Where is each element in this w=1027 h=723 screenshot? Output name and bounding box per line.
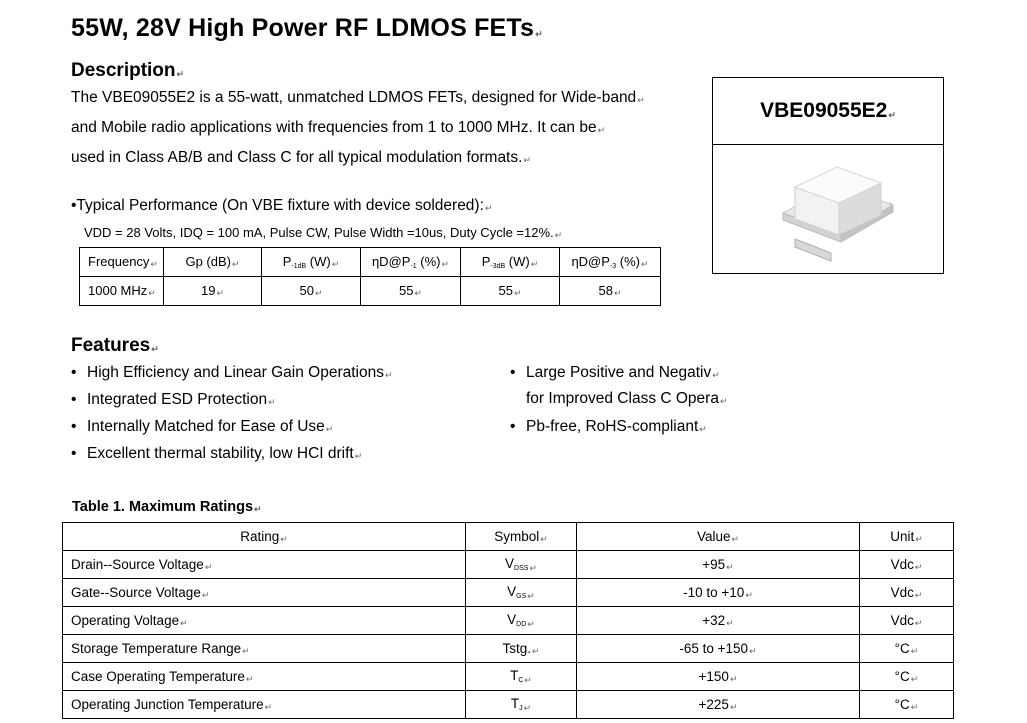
header-p3db: $P_{-3dB}$ (W) ↵ xyxy=(461,248,560,277)
cell-value: +225 ↵ xyxy=(577,691,860,719)
cell-value: -65 to +150 ↵ xyxy=(577,635,860,663)
feature-item-continued: for Improved Class C Opera ↵ xyxy=(526,390,728,408)
cell-unit: Vdc ↵ xyxy=(860,579,954,607)
header-frequency: Frequency ↵ xyxy=(80,248,164,277)
table-row xyxy=(63,663,954,691)
header-gp: Gp (dB) ↵ xyxy=(164,248,262,277)
table-row xyxy=(63,579,954,607)
cell-p1db: 50 ↵ xyxy=(262,277,361,306)
cell-rating: Operating Voltage ↵ xyxy=(63,607,466,635)
description-line: The VBE09055E2 is a 55-watt, unmatched LDMOS FETs, designed for Wide-band ↵ xyxy=(71,84,691,114)
table-row xyxy=(63,607,954,635)
cell-value: +32 ↵ xyxy=(577,607,860,635)
header-rating: Rating ↵ xyxy=(63,523,466,551)
header-symbol: Symbol ↵ xyxy=(466,523,577,551)
table-row xyxy=(63,635,954,663)
table-header-row xyxy=(80,248,661,277)
cell-unit: Vdc ↵ xyxy=(860,551,954,579)
table-row xyxy=(63,691,954,719)
cell-symbol: $V_{GS}$ ↵ xyxy=(466,579,577,607)
description-line: used in Class AB/B and Class C for all typical modulation formats. ↵ xyxy=(71,144,691,174)
max-ratings-table xyxy=(62,522,954,719)
cell-value: +95 ↵ xyxy=(577,551,860,579)
cell-rating: Storage Temperature Range ↵ xyxy=(63,635,466,663)
cell-symbol: Tstg. ↵ xyxy=(466,635,577,663)
cell-unit: °C ↵ xyxy=(860,635,954,663)
feature-item: • Integrated ESD Protection ↵ xyxy=(71,391,276,409)
description-text xyxy=(71,84,691,174)
table-row xyxy=(63,551,954,579)
cell-rating: Gate--Source Voltage ↵ xyxy=(63,579,466,607)
cell-gp: 19 ↵ xyxy=(164,277,262,306)
table-row xyxy=(80,277,661,306)
feature-item: • Large Positive and Negativ ↵ xyxy=(510,364,720,382)
table-header-row xyxy=(63,523,954,551)
header-unit: Unit ↵ xyxy=(860,523,954,551)
cell-value: +150 ↵ xyxy=(577,663,860,691)
max-ratings-heading: Table 1. Maximum Ratings ↵ xyxy=(72,499,262,515)
header-efficiency-p1: $\eta D@P_{-1}$ (%) ↵ xyxy=(361,248,461,277)
typical-performance-table xyxy=(79,247,661,306)
header-efficiency-p3: $\eta D@P_{-3}$ (%) ↵ xyxy=(560,248,661,277)
feature-item: • Excellent thermal stability, low HCI drift ↵ xyxy=(71,445,362,463)
cell-rating: Drain--Source Voltage ↵ xyxy=(63,551,466,579)
cell-value: -10 to +10 ↵ xyxy=(577,579,860,607)
description-line: and Mobile radio applications with frequencies from 1 to 1000 MHz. It can be ↵ xyxy=(71,114,691,144)
header-p1db: $P_{-1dB}$ (W) ↵ xyxy=(262,248,361,277)
cell-symbol: $T_J$ ↵ xyxy=(466,691,577,719)
part-number: VBE09055E2 ↵ xyxy=(713,78,943,145)
header-value: Value ↵ xyxy=(577,523,860,551)
feature-item: • Pb-free, RoHS-compliant ↵ xyxy=(510,418,707,436)
typical-conditions: VDD = 28 Volts, IDQ = 100 mA, Pulse CW, Pulse Width =10us, Duty Cycle =12%. ↵ xyxy=(84,225,562,241)
cell-rating: Operating Junction Temperature ↵ xyxy=(63,691,466,719)
cell-rating: Case Operating Temperature ↵ xyxy=(63,663,466,691)
page-title: 55W, 28V High Power RF LDMOS FETs ↵ xyxy=(71,14,543,43)
cell-symbol: $T_C$ ↵ xyxy=(466,663,577,691)
cell-efficiency-p3: 58 ↵ xyxy=(560,277,661,306)
package-image xyxy=(713,145,943,272)
description-heading: Description ↵ xyxy=(71,60,184,82)
cell-unit: Vdc ↵ xyxy=(860,607,954,635)
cell-p3db: 55 ↵ xyxy=(461,277,560,306)
cell-frequency: 1000 MHz ↵ xyxy=(80,277,164,306)
features-heading: Features ↵ xyxy=(71,335,159,357)
feature-item: • Internally Matched for Ease of Use ↵ xyxy=(71,418,333,436)
cell-efficiency-p1: 55 ↵ xyxy=(361,277,461,306)
cell-symbol: $V_{DSS}$ ↵ xyxy=(466,551,577,579)
product-box xyxy=(712,77,944,274)
cell-symbol: $V_{DD}$ ↵ xyxy=(466,607,577,635)
feature-item: • High Efficiency and Linear Gain Operations ↵ xyxy=(71,364,393,382)
cell-unit: °C ↵ xyxy=(860,691,954,719)
cell-unit: °C ↵ xyxy=(860,663,954,691)
typical-performance-heading: •Typical Performance (On VBE fixture with device soldered): ↵ xyxy=(71,197,492,215)
